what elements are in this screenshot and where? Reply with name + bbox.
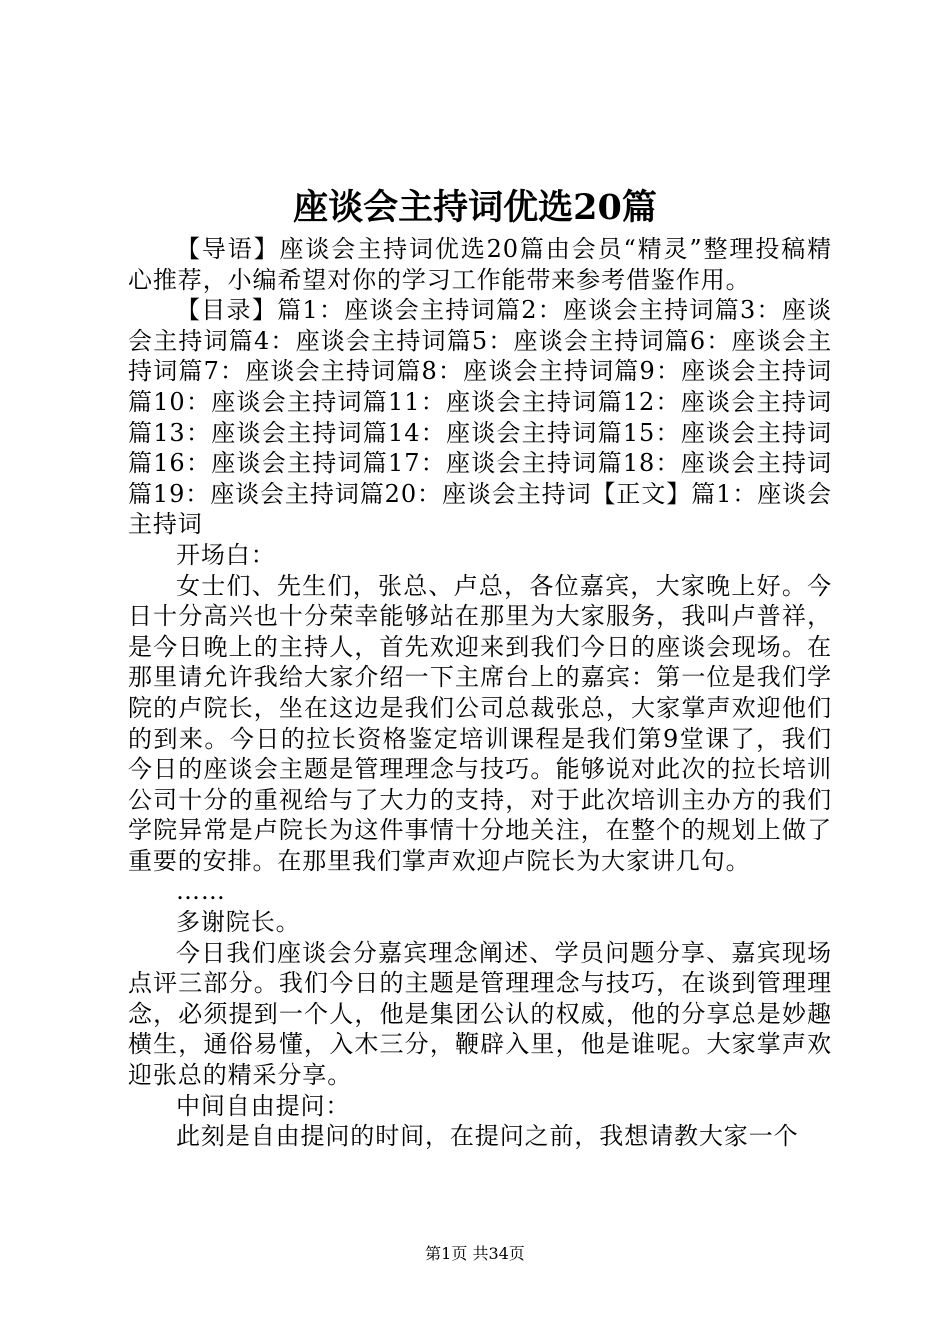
page-footer: 第1页 共34页: [425, 1244, 525, 1263]
table-of-contents-paragraph: 【目录】篇1：座谈会主持词篇2：座谈会主持词篇3：座谈会主持词篇4：座谈会主持词篇5：座谈会主持词篇6：座谈会主持词篇7：座谈会主持词篇8：座谈会主持词篇9：座谈会主持词篇10：座谈会主持词篇11：座谈会主持词篇12：座谈会主持词篇13：座谈会主持词篇14：座谈会主持词篇15：座谈会主持词篇16：座谈会主持词篇17：座谈会主持词篇18：座谈会主持词篇19：座谈会主持词篇20：座谈会主持词【正文】篇1：座谈会主持词: [128, 296, 832, 539]
ellipsis-paragraph: ……: [176, 877, 226, 906]
section-heading-opening: 开场白：: [176, 540, 276, 569]
document-body: [128, 234, 832, 1152]
document-title: 座谈会主持词优选20篇: [293, 187, 657, 228]
questions-paragraph: 此刻是自由提问的时间，在提问之前，我想请教大家一个: [176, 1122, 799, 1151]
section-heading-questions: 中间自由提问：: [176, 1091, 351, 1120]
intro-paragraph: 【导语】座谈会主持词优选20篇由会员“精灵”整理投稿精心推荐，小编希望对你的学习工作能带来参考借鉴作用。: [128, 235, 832, 294]
thanks-paragraph: 多谢院长。: [176, 908, 301, 937]
agenda-paragraph: 今日我们座谈会分嘉宾理念阐述、学员问题分享、嘉宾现场点评三部分。我们今日的主题是管理理念与技巧，在谈到管理理念，必须提到一个人，他是集团公认的权威，他的分享总是妙趣横生，通俗易懂，入木三分，鞭辟入里，他是谁呢。大家掌声欢迎张总的精采分享。: [128, 938, 832, 1090]
opening-speech-paragraph: 女士们、先生们，张总、卢总，各位嘉宾，大家晚上好。今日十分高兴也十分荣幸能够站在那里为大家服务，我叫卢普祥，是今日晚上的主持人，首先欢迎来到我们今日的座谈会现场。在那里请允许我给大家介绍一下主席台上的嘉宾：第一位是我们学院的卢院长，坐在这边是我们公司总裁张总，大家掌声欢迎他们的到来。今日的拉长资格鉴定培训课程是我们第9堂课了，我们今日的座谈会主题是管理理念与技巧。能够说对此次的拉长培训公司十分的重视给与了大力的支持，对于此次培训主办方的我们学院异常是卢院长为这件事情十分地关注，在整个的规划上做了重要的安排。在那里我们掌声欢迎卢院长为大家讲几句。: [128, 571, 832, 875]
